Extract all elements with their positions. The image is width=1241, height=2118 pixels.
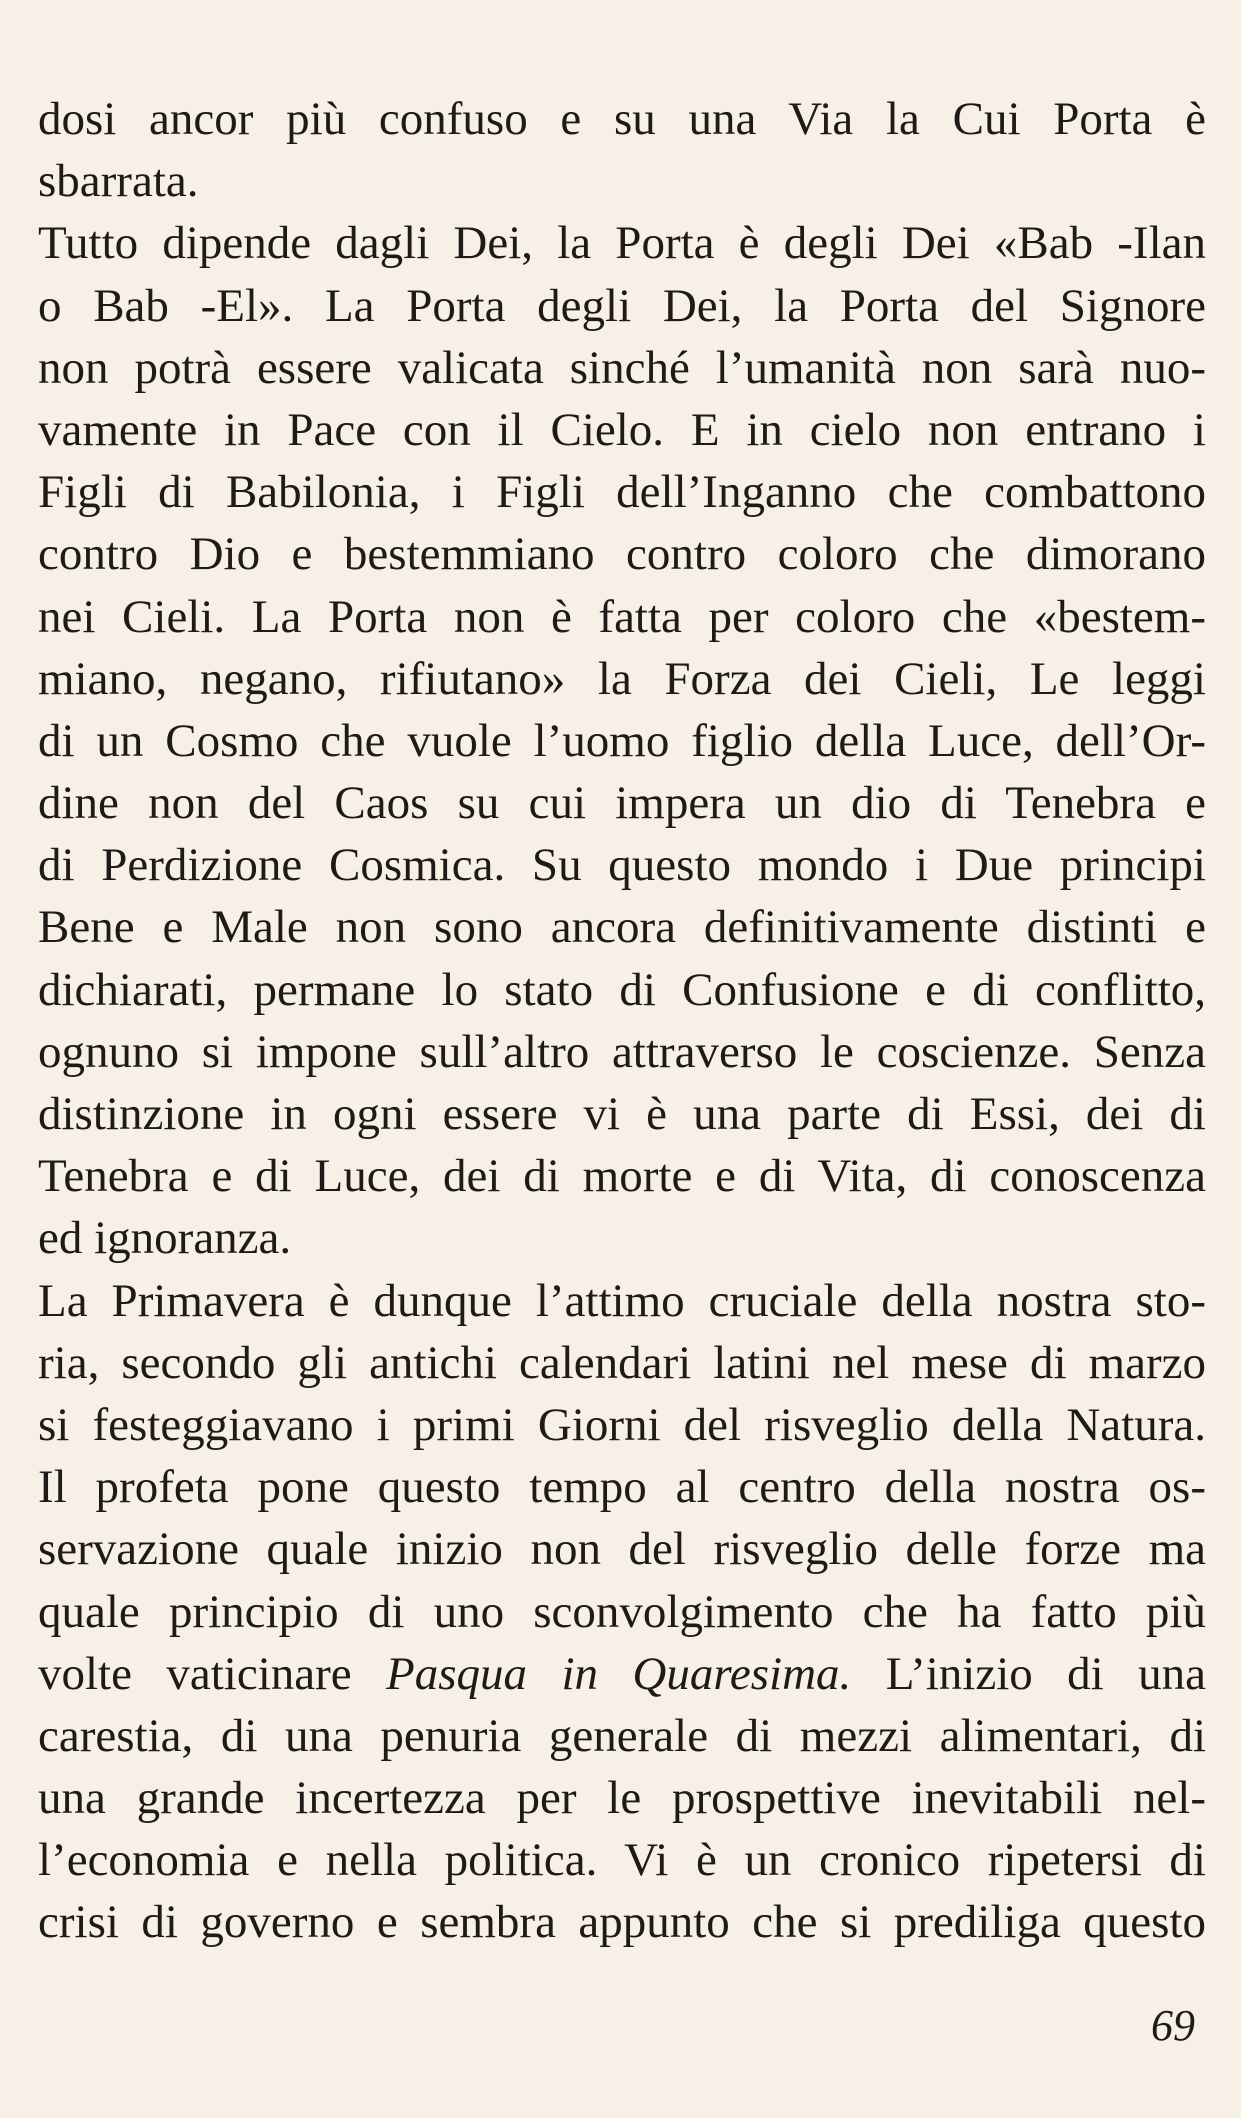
text-line: Bene e Male non sono ancora definitivamente distinti e — [38, 901, 1206, 954]
text-line: vamente in Pace con il Cielo. E in cielo non entrano i — [38, 403, 1206, 456]
text-line: non potrà essere valicata sinché l’umanità non sarà nuo- — [38, 341, 1206, 394]
text-line: ria, secondo gli antichi calendari latini nel mese di marzo — [38, 1336, 1206, 1389]
text-line: Figli di Babilonia, i Figli dell’Inganno che combattono — [38, 466, 1206, 519]
text-line: l’economia e nella politica. Vi è un cronico ripetersi di — [38, 1834, 1206, 1887]
line-segment: volte vaticinare — [38, 1647, 387, 1700]
body-text — [38, 88, 1206, 1954]
page-number: 69 — [1151, 2001, 1195, 2050]
text-line: nei Cieli. La Porta non è fatta per coloro che «bestem- — [38, 590, 1206, 643]
text-line: dine non del Caos su cui impera un dio di Tenebra e — [38, 777, 1206, 830]
text-line: contro Dio e bestemmiano contro coloro che dimorano — [38, 528, 1206, 581]
text-line: di Perdizione Cosmica. Su questo mondo i Due principi — [38, 839, 1206, 892]
text-line: dichiarati, permane lo stato di Confusione e di conflitto, — [38, 963, 1206, 1016]
text-line-with-italic — [38, 1643, 1206, 1705]
text-line: ognuno si impone sull’altro attraverso le coscienze. Senza — [38, 1025, 1206, 1078]
italic-phrase: Pasqua in Quaresima. — [386, 1647, 852, 1700]
text-line: miano, negano, rifiutano» la Forza dei Cieli, Le leggi — [38, 652, 1206, 705]
text-line: dosi ancor più confuso e su una Via la Cui Porta è — [38, 93, 1206, 145]
text-line: servazione quale inizio non del risveglio delle forze ma — [38, 1523, 1206, 1576]
text-line: si festeggiavano i primi Giorni del risveglio della Natura. — [38, 1398, 1206, 1451]
text-line: o Bab -El». La Porta degli Dei, la Porta del Signore — [38, 279, 1206, 332]
text-line: Tenebra e di Luce, dei di morte e di Vita, di conoscenza — [38, 1150, 1206, 1203]
line-segment: L’inizio di una — [851, 1647, 1206, 1700]
text-line: La Primavera è dunque l’attimo cruciale della nostra sto- — [38, 1274, 1206, 1327]
text-line: una grande incertezza per le prospettive inevitabili nel- — [38, 1772, 1206, 1825]
text-line: carestia, di una penuria generale di mezzi alimentari, di — [38, 1709, 1206, 1762]
text-line: sbarrata. — [38, 155, 199, 208]
text-line: ed ignoranza. — [38, 1212, 292, 1265]
text-line: Tutto dipende dagli Dei, la Porta è degli Dei «Bab -Ilan — [38, 217, 1206, 270]
text-line: Il profeta pone questo tempo al centro della nostra os- — [38, 1461, 1206, 1514]
text-line: distinzione in ogni essere vi è una parte di Essi, dei di — [38, 1088, 1206, 1140]
text-line: di un Cosmo che vuole l’uomo figlio della Luce, dell’Or- — [38, 714, 1206, 767]
text-line: quale principio di uno sconvolgimento che ha fatto più — [38, 1585, 1206, 1638]
text-line: crisi di governo e sembra appunto che si prediliga questo — [38, 1896, 1206, 1949]
